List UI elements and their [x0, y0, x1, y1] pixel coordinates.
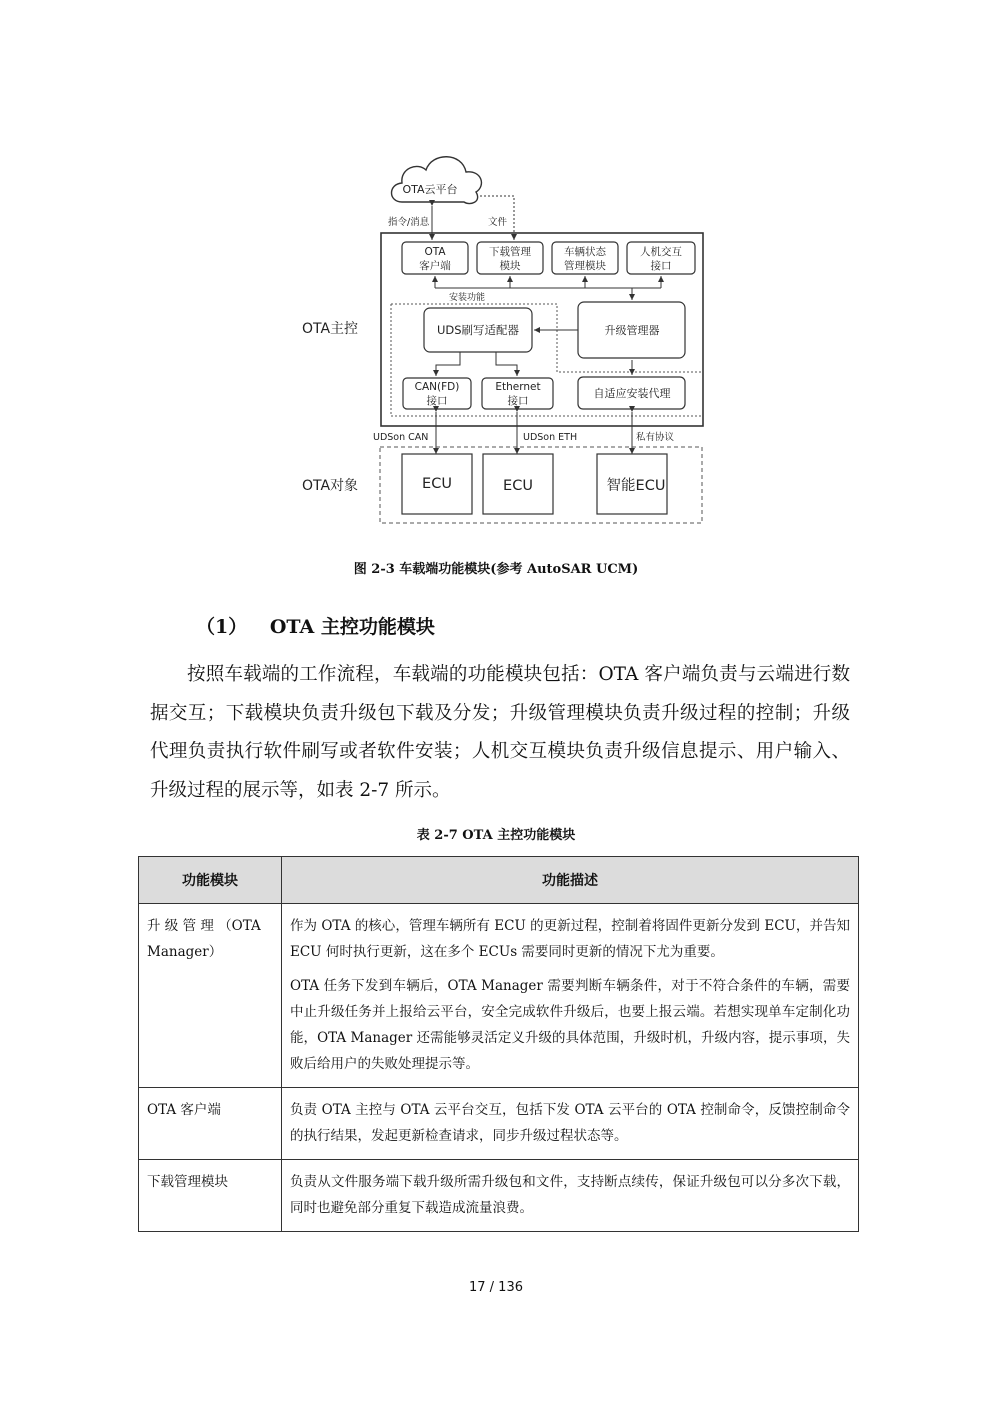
table-header-module: 功能模块	[139, 857, 282, 904]
table-cell-description	[282, 1160, 859, 1232]
install-function-label: 安装功能	[449, 293, 486, 303]
section-heading	[196, 612, 435, 639]
module-name-line: 升 级 管 理 （OTA	[147, 918, 261, 934]
description-paragraph: 负责 OTA 主控与 OTA 云平台交互，包括下发 OTA 云平台的 OTA 控制命令，反馈控制命令的执行结果，发起更新检查请求，同步升级过程状态等。	[290, 1102, 850, 1144]
download-module-label: 下载管理	[489, 246, 531, 258]
private-link-label: 私有协议	[636, 432, 675, 443]
adaptive-agent-label: 自适应安装代理	[593, 387, 671, 400]
section-title: OTA 主控功能模块	[269, 616, 435, 638]
adapter-to-eth-arrow	[496, 352, 517, 376]
module-name-line: Manager）	[147, 944, 223, 960]
modules-table	[138, 856, 859, 1232]
cloud-icon	[392, 157, 482, 204]
file-arrow-label: 文件	[488, 217, 508, 228]
table-header-description: 功能描述	[282, 857, 859, 904]
description-paragraph: 作为 OTA 的核心，管理车辆所有 ECU 的更新过程，控制着将固件更新分发到 ECU，并告知 ECU 何时执行更新，这在多个 ECUs 需要同时更新的情况下尤为重要。	[290, 918, 850, 960]
ota-target-label: OTA对象	[302, 478, 359, 494]
module-name-line: 下载管理模块	[147, 1174, 228, 1190]
download-module-label-2: 模块	[499, 260, 521, 272]
upgrade-manager-label: 升级管理器	[604, 324, 660, 337]
ota-client-label: OTA	[424, 246, 446, 258]
can-link-label: UDSon CAN	[373, 432, 429, 443]
can-interface-label-2: 接口	[426, 395, 448, 407]
module-name-line: OTA 客户端	[147, 1102, 221, 1118]
table-caption: 表 2-7 OTA 主控功能模块	[416, 828, 576, 843]
eth-interface-label-2: 接口	[507, 395, 529, 407]
ota-master-label: OTA主控	[302, 321, 359, 337]
adapter-to-can-arrow	[436, 352, 460, 376]
ecu-label-1: ECU	[422, 476, 452, 492]
ecu-label-3: 智能ECU	[606, 478, 666, 494]
uds-adapter-label: UDS刷写适配器	[436, 323, 520, 337]
table-cell-description	[282, 1088, 859, 1160]
table-cell-module	[139, 1088, 282, 1160]
hmi-label-2: 接口	[650, 260, 672, 272]
table-cell-description	[282, 904, 859, 1088]
table-cell-module	[139, 904, 282, 1088]
vehicle-state-label-2: 管理模块	[564, 260, 606, 272]
description-paragraph: OTA 任务下发到车辆后，OTA Manager 需要判断车辆条件，对于不符合条件的车辆，需要中止升级任务并上报给云平台，安全完成软件升级后，也要上报云端。若想实现单车定制化功能，OTA Manager 还需能够灵活定义升级的具体范围，升级时机，升级内容，提示事项，失败后给用户的失败处理提示等。	[290, 978, 850, 1072]
page-number: 17 / 136	[469, 1280, 523, 1295]
section-number: （1）	[196, 616, 248, 638]
ota-client-label-2: 客户端	[419, 260, 451, 272]
table-row	[139, 1088, 859, 1160]
eth-interface-label: Ethernet	[495, 381, 541, 393]
can-interface-label: CAN(FD)	[414, 381, 460, 393]
ecu-label-2: ECU	[503, 478, 533, 494]
description-paragraph: 负责从文件服务端下载升级所需升级包和文件，支持断点续传，保证升级包可以分多次下载，同时也避免部分重复下载造成流量浪费。	[290, 1174, 850, 1216]
cloud-label: OTA云平台	[402, 183, 458, 196]
table-header-row	[139, 857, 859, 904]
table-row	[139, 904, 859, 1088]
cmd-arrow-label: 指令/消息	[388, 217, 430, 228]
architecture-diagram	[290, 148, 720, 532]
table-cell-module	[139, 1160, 282, 1232]
body-paragraph: 按照车载端的工作流程，车载端的功能模块包括：OTA 客户端负责与云端进行数据交互；下载模块负责升级包下载及分发；升级管理模块负责升级过程的控制；升级代理负责执行软件刷写或者软件安装；人机交互模块负责升级信息提示、用户输入、升级过程的展示等，如表 2-7 所示。	[150, 664, 850, 801]
vehicle-state-label: 车辆状态	[564, 246, 606, 258]
figure-caption: 图 2-3 车载端功能模块(参考 AutoSAR UCM)	[353, 562, 639, 577]
eth-link-label: UDSon ETH	[523, 432, 578, 443]
hmi-label: 人机交互	[640, 246, 682, 258]
table-row	[139, 1160, 859, 1232]
